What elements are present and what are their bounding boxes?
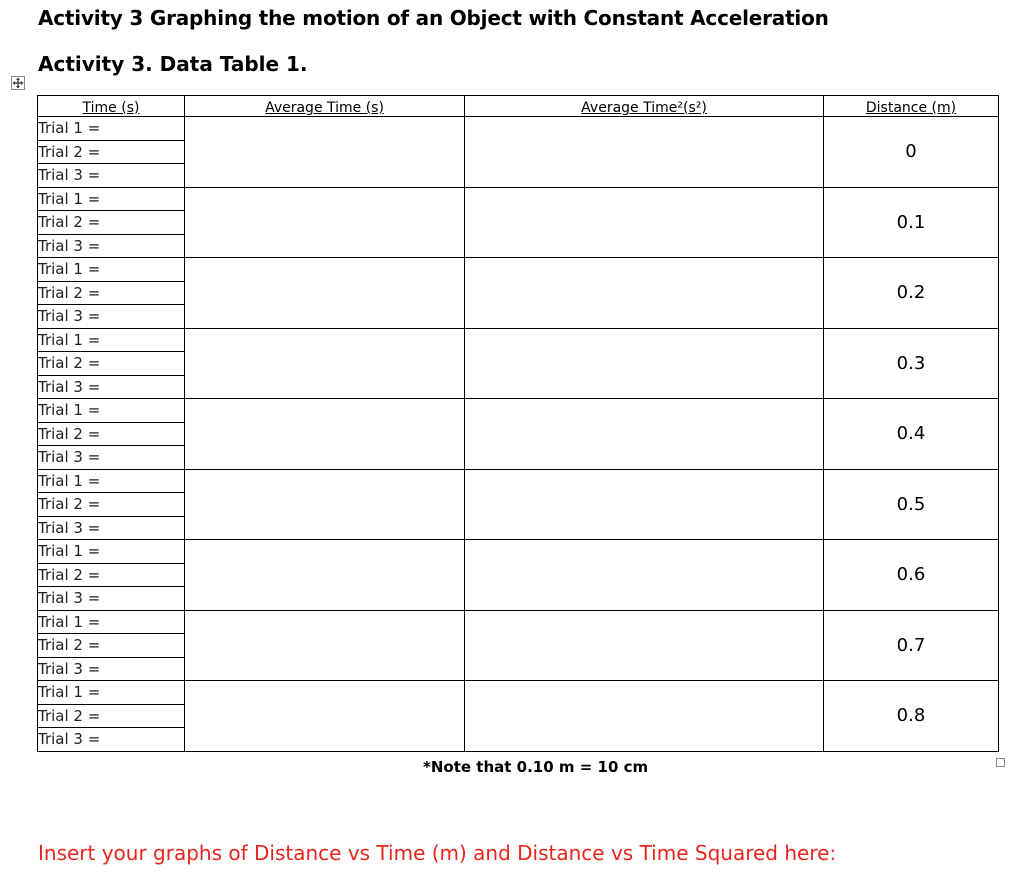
average-time-cell[interactable] [185, 540, 465, 611]
trial-label: Trial 1 = [38, 258, 185, 282]
unit-note: *Note that 0.10 m = 10 cm [423, 758, 649, 776]
header-distance: Distance (m) [824, 96, 999, 117]
average-time-cell[interactable] [185, 610, 465, 681]
average-time-squared-cell[interactable] [465, 540, 824, 611]
header-time: Time (s) [38, 96, 185, 117]
distance-cell: 0.2 [824, 258, 999, 329]
table-row [38, 681, 999, 705]
trial-label: Trial 3 = [38, 516, 185, 540]
trial-label: Trial 3 = [38, 234, 185, 258]
trial-label: Trial 3 = [38, 375, 185, 399]
trial-label: Trial 1 = [38, 469, 185, 493]
trial-label: Trial 3 = [38, 587, 185, 611]
distance-cell: 0 [824, 117, 999, 188]
table-row [38, 469, 999, 493]
trial-label: Trial 2 = [38, 211, 185, 235]
trial-label: Trial 1 = [38, 117, 185, 141]
average-time-cell[interactable] [185, 399, 465, 470]
trial-label: Trial 2 = [38, 352, 185, 376]
trial-label: Trial 1 = [38, 328, 185, 352]
distance-cell: 0.8 [824, 681, 999, 752]
distance-cell: 0.7 [824, 610, 999, 681]
average-time-cell[interactable] [185, 469, 465, 540]
average-time-cell[interactable] [185, 117, 465, 188]
table-row [38, 610, 999, 634]
data-table [37, 95, 999, 752]
average-time-cell[interactable] [185, 187, 465, 258]
average-time-squared-cell[interactable] [465, 399, 824, 470]
trial-label: Trial 2 = [38, 422, 185, 446]
distance-cell: 0.1 [824, 187, 999, 258]
trial-label: Trial 2 = [38, 634, 185, 658]
table-row [38, 117, 999, 141]
average-time-squared-cell[interactable] [465, 187, 824, 258]
table-row [38, 328, 999, 352]
average-time-squared-cell[interactable] [465, 610, 824, 681]
average-time-squared-cell[interactable] [465, 469, 824, 540]
graph-instruction: Insert your graphs of Distance vs Time (m) and Distance vs Time Squared here: [38, 841, 837, 865]
move-arrows-icon [12, 77, 24, 89]
trial-label: Trial 2 = [38, 493, 185, 517]
trial-label: Trial 2 = [38, 563, 185, 587]
table-move-handle[interactable] [11, 76, 25, 90]
trial-label: Trial 1 = [38, 681, 185, 705]
average-time-squared-cell[interactable] [465, 328, 824, 399]
header-average-time-squared: Average Time²(s²) [465, 96, 824, 117]
distance-cell: 0.3 [824, 328, 999, 399]
trial-label: Trial 3 = [38, 446, 185, 470]
table-resize-handle[interactable] [996, 758, 1005, 767]
table-row [38, 540, 999, 564]
trial-label: Trial 1 = [38, 399, 185, 423]
average-time-squared-cell[interactable] [465, 117, 824, 188]
trial-label: Trial 3 = [38, 164, 185, 188]
table-row [38, 187, 999, 211]
document-title: Activity 3 Graphing the motion of an Object with Constant Acceleration [38, 6, 829, 30]
table-caption: Activity 3. Data Table 1. [38, 52, 308, 76]
table-row [38, 399, 999, 423]
trial-label: Trial 3 = [38, 657, 185, 681]
average-time-squared-cell[interactable] [465, 681, 824, 752]
distance-cell: 0.4 [824, 399, 999, 470]
average-time-cell[interactable] [185, 258, 465, 329]
average-time-cell[interactable] [185, 328, 465, 399]
table-body [38, 117, 999, 752]
trial-label: Trial 3 = [38, 728, 185, 752]
average-time-cell[interactable] [185, 681, 465, 752]
trial-label: Trial 1 = [38, 187, 185, 211]
trial-label: Trial 1 = [38, 540, 185, 564]
trial-label: Trial 2 = [38, 281, 185, 305]
trial-label: Trial 2 = [38, 140, 185, 164]
trial-label: Trial 1 = [38, 610, 185, 634]
trial-label: Trial 2 = [38, 704, 185, 728]
average-time-squared-cell[interactable] [465, 258, 824, 329]
table-row [38, 258, 999, 282]
distance-cell: 0.6 [824, 540, 999, 611]
distance-cell: 0.5 [824, 469, 999, 540]
header-average-time: Average Time (s) [185, 96, 465, 117]
trial-label: Trial 3 = [38, 305, 185, 329]
table-header-row [38, 96, 999, 117]
